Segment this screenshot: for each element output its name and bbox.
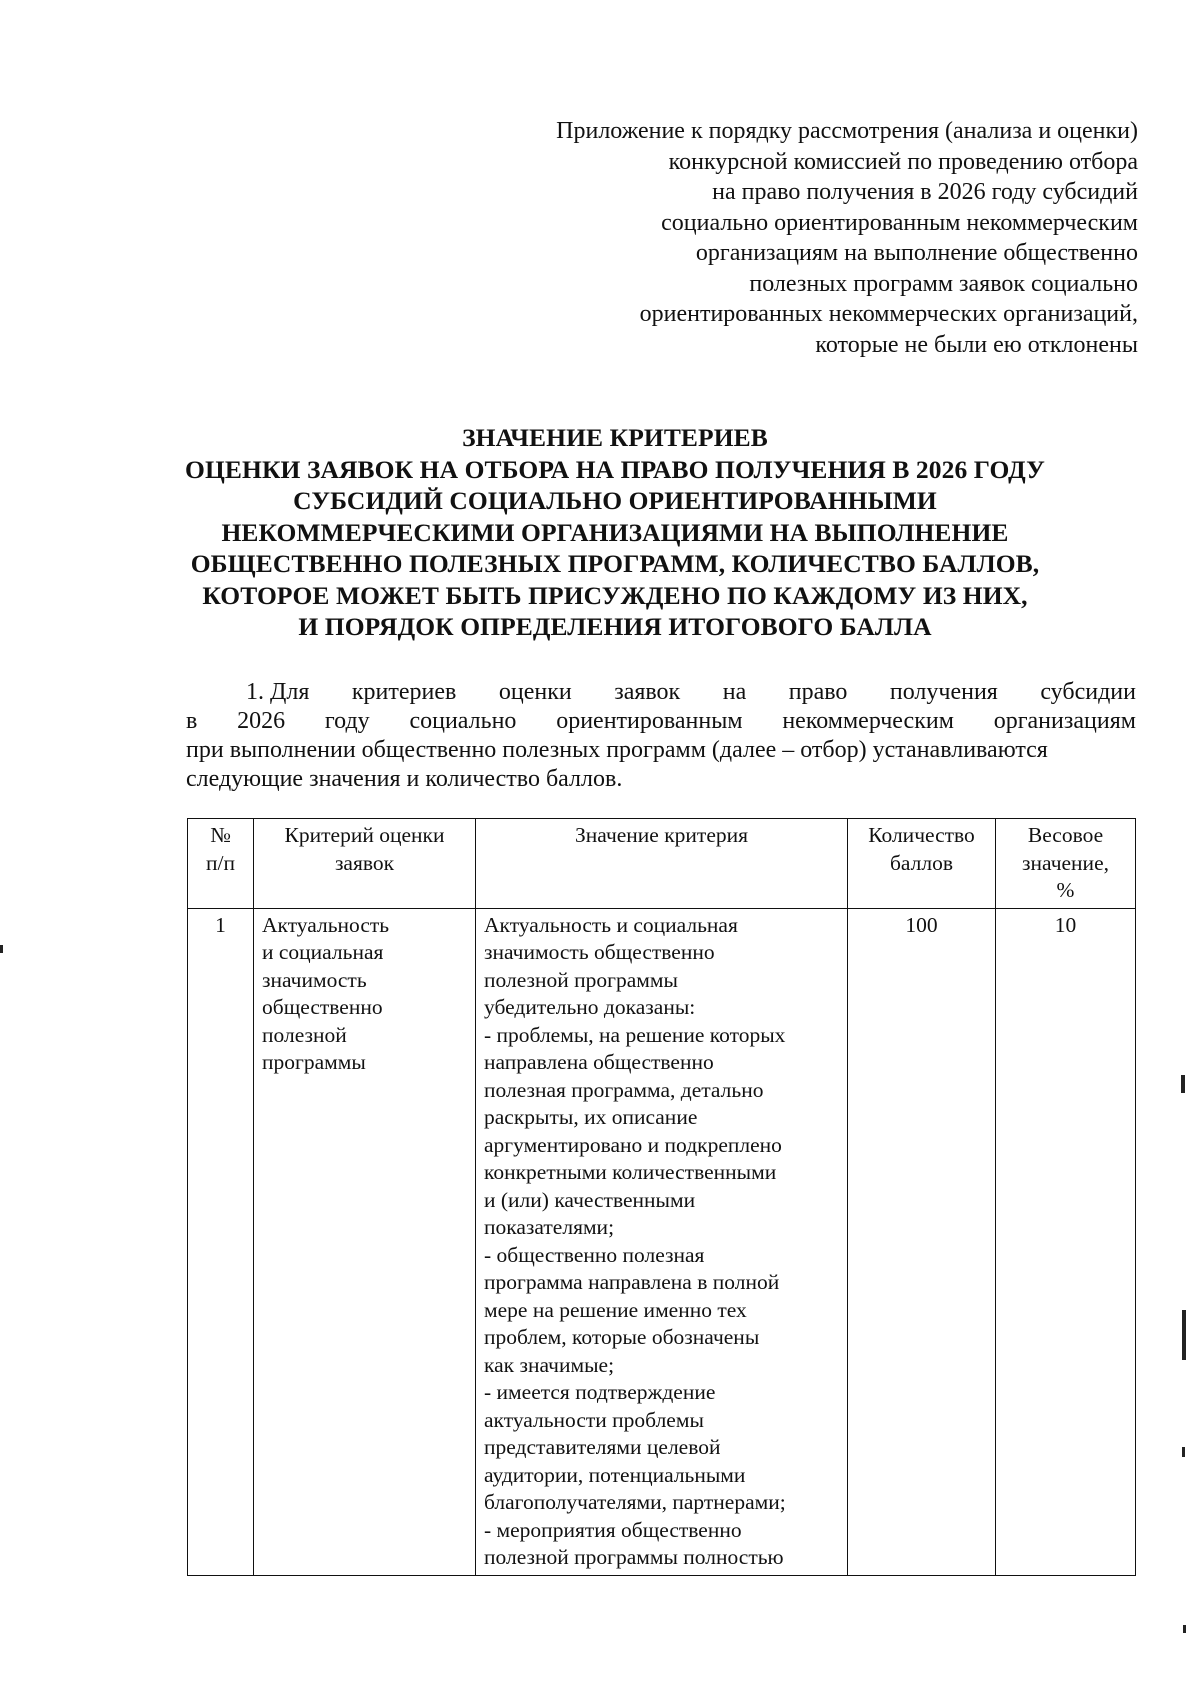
criteria-table (187, 818, 1136, 1576)
cell-value (476, 908, 848, 1576)
paragraph-word: 2026 (237, 708, 286, 734)
cell-criterion (254, 908, 476, 1576)
cell-text-line: направлена общественно (484, 1050, 714, 1074)
header-text: № (210, 823, 231, 847)
cell-text-line: мере на решение именно тех (484, 1297, 747, 1322)
cell-text-line: актуальности проблемы (484, 1407, 704, 1432)
header-text: Весовое (1027, 823, 1104, 847)
paragraph-word: социально (409, 708, 517, 734)
header-text: % (1056, 878, 1075, 902)
paragraph-word: субсидии (1040, 679, 1136, 705)
table-header-row (188, 819, 1136, 909)
cell-text-line: убедительно доказаны: (484, 995, 696, 1019)
paragraph-word: заявок (614, 679, 681, 705)
cell-text-line: проблем, которые обозначены (484, 1325, 760, 1349)
paragraph-line: при выполнении общественно полезных программ (далее – отбор) устанавливаются (186, 737, 1048, 763)
cell-text-line: полезной программы полностью (484, 1545, 784, 1569)
annex-line: которые не были ею отклонены (815, 331, 1138, 358)
annex-line: социально ориентированным некоммерческим (661, 209, 1138, 236)
paragraph-word: организациям (993, 708, 1136, 734)
cell-text-line: - общественно полезная (484, 1242, 705, 1267)
paragraph-line (186, 678, 1136, 707)
paragraph-line (186, 707, 1136, 736)
annex-line: ориентированных некоммерческих организаций, (639, 301, 1138, 327)
header-number (188, 819, 254, 909)
annex-line: организациям на выполнение общественно (695, 240, 1138, 266)
title-line: И ПОРЯДОК ОПРЕДЕЛЕНИЯ ИТОГОВОГО БАЛЛА (298, 612, 932, 641)
paragraph-word: оценки (498, 679, 572, 705)
cell-text-line: - мероприятия общественно (484, 1517, 742, 1542)
annex-note (438, 116, 1138, 360)
annex-line: на право получения в 2026 году субсидий (712, 179, 1138, 205)
cell-text-line: и социальная (262, 940, 384, 964)
header-text: Значение критерия (574, 823, 749, 847)
cell-text-line: полезной (262, 1022, 347, 1047)
cell-text-line: программы (262, 1050, 366, 1074)
table-row (188, 908, 1136, 1576)
intro-paragraph (186, 678, 1136, 794)
annex-line: Приложение к порядку рассмотрения (анализа и оценки) (556, 118, 1138, 144)
scan-artifact (1182, 1447, 1185, 1457)
cell-text-line: показателями; (484, 1215, 615, 1239)
cell-text-line: полезная программа, детально (484, 1077, 764, 1102)
title-line: СУБСИДИЙ СОЦИАЛЬНО ОРИЕНТИРОВАННЫМИ (293, 486, 937, 515)
header-text: Критерий оценки (284, 823, 445, 847)
cell-text-line: полезной программы (484, 967, 678, 992)
cell-text-line: Актуальность (262, 912, 390, 937)
title-line: ЗНАЧЕНИЕ КРИТЕРИЕВ (462, 423, 768, 452)
header-points (848, 819, 996, 909)
header-value (476, 819, 848, 909)
cell-text-line: Актуальность и социальная (484, 912, 738, 937)
annex-line: конкурсной комиссией по проведению отбора (668, 148, 1138, 175)
header-text: баллов (889, 850, 954, 875)
paragraph-word: году (324, 708, 370, 734)
cell-text-line: - имеется подтверждение (484, 1380, 716, 1404)
cell-text-line: значимость общественно (484, 940, 715, 964)
paragraph-word: право (788, 679, 848, 705)
cell-text-line: аргументировано и подкреплено (484, 1132, 782, 1157)
title-line: КОТОРОЕ МОЖЕТ БЫТЬ ПРИСУЖДЕНО ПО КАЖДОМУ ИЗ НИХ, (202, 580, 1028, 610)
scan-artifact (1183, 1625, 1186, 1633)
paragraph-word: на (722, 679, 747, 705)
cell-text-line: общественно (262, 995, 383, 1019)
paragraph-word: некоммерческим (782, 708, 954, 734)
cell-text-line: благополучателями, партнерами; (484, 1490, 786, 1514)
title-line: ОЦЕНКИ ЗАЯВОК НА ОТБОРА НА ПРАВО ПОЛУЧЕНИЯ В 2026 ГОДУ (185, 454, 1045, 484)
title-line: ОБЩЕСТВЕННО ПОЛЕЗНЫХ ПРОГРАММ, КОЛИЧЕСТВО БАЛЛОВ, (190, 549, 1040, 578)
scan-artifact (1181, 1075, 1185, 1093)
cell-text-line: как значимые; (484, 1352, 615, 1377)
paragraph-word: ориентированным (556, 708, 743, 734)
scan-artifact (0, 945, 3, 953)
scan-artifact (1182, 1310, 1186, 1360)
paragraph-line: следующие значения и количество баллов. (186, 766, 623, 792)
header-text: п/п (206, 850, 235, 875)
document-title (150, 422, 1080, 643)
paragraph-word: критериев (351, 679, 457, 705)
cell-text-line: значимость (262, 967, 367, 992)
header-text: Количество (868, 823, 975, 847)
header-criterion (254, 819, 476, 909)
paragraph-word: 1. Для (246, 679, 310, 705)
cell-text-line: представителями целевой (484, 1435, 721, 1459)
cell-text-line: и (или) качественными (484, 1187, 696, 1212)
cell-text-line: конкретными количественными (484, 1160, 777, 1184)
header-text: заявок (334, 850, 395, 875)
cell-text-line: - проблемы, на решение которых (484, 1022, 786, 1047)
cell-weight: 10 (996, 908, 1136, 1576)
paragraph-word: получения (889, 679, 998, 705)
header-text: значение, (1022, 850, 1109, 875)
paragraph-word: в (186, 708, 198, 734)
cell-text-line: аудитории, потенциальными (484, 1462, 746, 1487)
cell-number: 1 (188, 908, 254, 1576)
annex-line: полезных программ заявок социально (749, 270, 1138, 297)
cell-text-line: раскрыты, их описание (484, 1105, 698, 1129)
cell-points: 100 (848, 908, 996, 1576)
title-line: НЕКОММЕРЧЕСКИМИ ОРГАНИЗАЦИЯМИ НА ВЫПОЛНЕНИЕ (221, 517, 1009, 547)
cell-text-line: программа направлена в полной (484, 1270, 780, 1294)
header-weight (996, 819, 1136, 909)
